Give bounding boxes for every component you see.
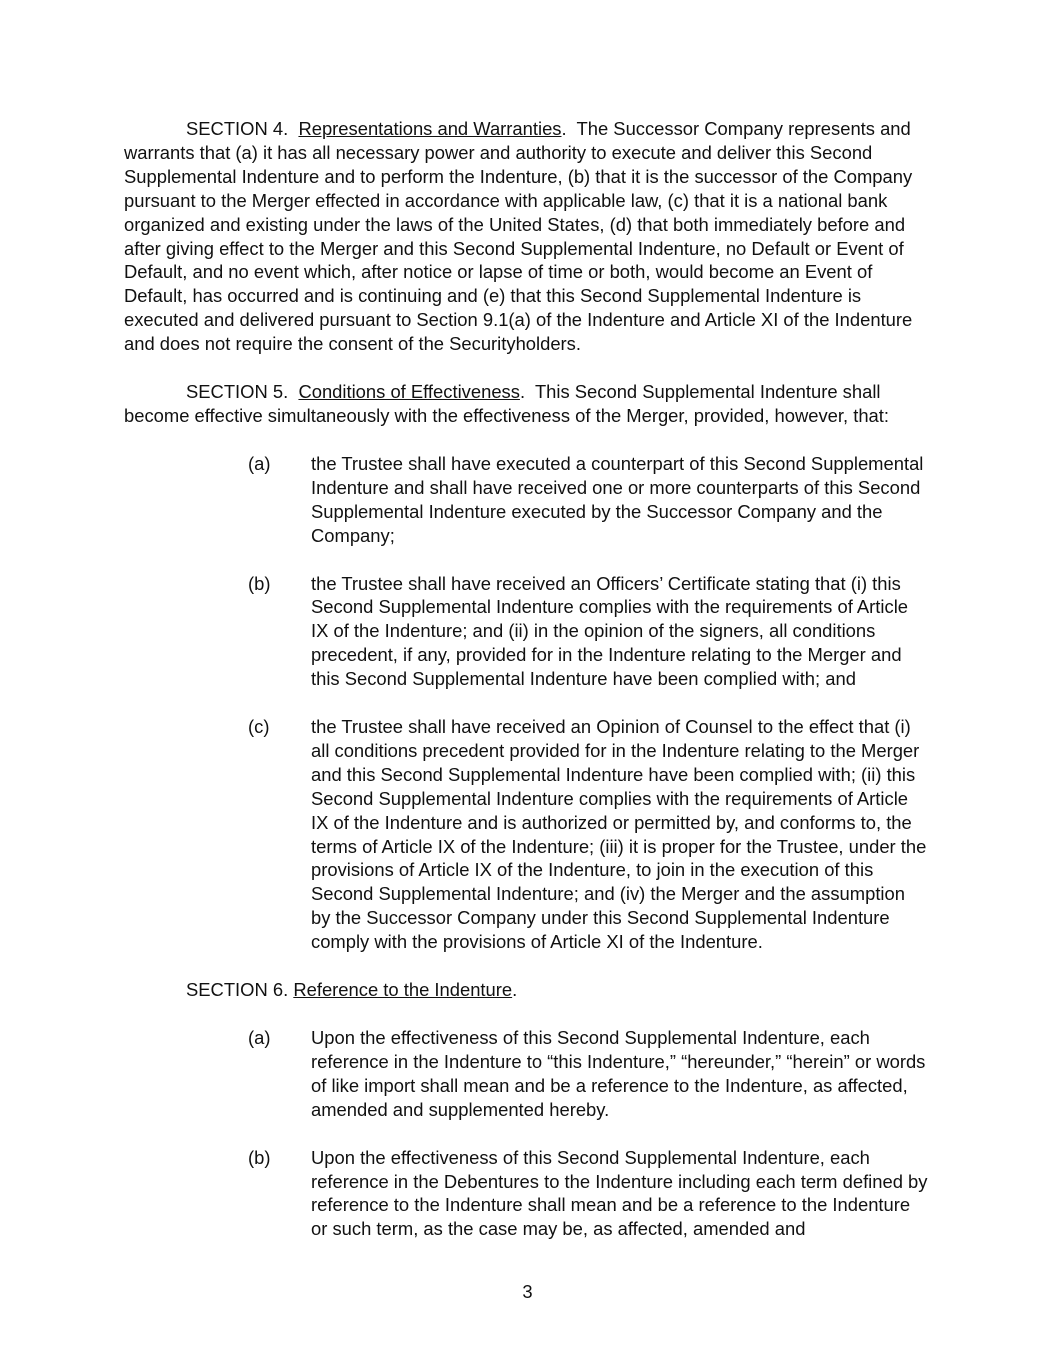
section-6-heading: SECTION 6. Reference to the Indenture.	[186, 979, 518, 1001]
section-5-body: This Second Supplemental Indenture shall become effective simultaneously with the effectiveness of the Merger, provided, however, that:	[124, 381, 889, 426]
section-5-item-b	[248, 572, 928, 692]
section-5-paragraph: SECTION 5. Conditions of Effectiveness. This Second Supplemental Indenture shall become effective simultaneously with the effectiveness of the Merger, provided, however, that:	[124, 381, 889, 426]
item-label: (a)	[248, 1027, 271, 1048]
page-number: 3	[522, 1281, 533, 1302]
section-5-item-c	[248, 715, 928, 954]
section-6-item-b	[248, 1146, 928, 1242]
item-text: the Trustee shall have executed a counterpart of this Second Supplemental Indenture and shall have received one or more counterparts of this Second Supplemental Indenture executed by the Successor Company and the Company;	[311, 452, 924, 546]
item-label: (c)	[248, 716, 270, 738]
section-5-number: SECTION 5.	[186, 381, 289, 403]
item-text: the Trustee shall have received an Opinion of Counsel to the effect that (i) all conditions precedent provided for in the Indenture relating to the Merger and this Second Supplemental Indenture have been complied with; (ii) this Second Supplemental Indenture complies with the requirements of Article IX of the Indenture and is authorized or permitted by, and conforms to, the terms of Article IX of the Indenture; (iii) it is proper for the Trustee, under the provisions of Article IX of the Indenture, to join in the execution of this Second Supplemental Indenture; and (iv) the Merger and the assumption by the Successor Company under this Second Supplemental Indenture comply with the provisions of Article XI of the Indenture.	[311, 716, 927, 953]
item-text: the Trustee shall have received an Officers’ Certificate stating that (i) this Second Supplemental Indenture complies with the requirements of Article IX of the Indenture; and (ii) in the opinion of the signers, all conditions precedent, if any, provided for in the Indenture relating to the Merger and this Second Supplemental Indenture have been complied with; and	[311, 572, 909, 690]
item-text: Upon the effectiveness of this Second Supplemental Indenture, each reference in the Debentures to the Indenture including each term defined by reference to the Indenture shall mean and be a reference to the Indenture or such term, as the case may be, as affected, amended and	[311, 1146, 928, 1240]
section-5-item-a	[248, 452, 928, 548]
section-6-title: Reference to the Indenture	[293, 979, 513, 1001]
item-label: (b)	[248, 1146, 271, 1168]
section-4-title: Representations and Warranties	[298, 118, 562, 139]
document-page	[124, 117, 928, 1241]
section-4-paragraph: SECTION 4. Representations and Warranties. The Successor Company represents and warrants that (a) it has all necessary power and authority to execute and deliver this Second Supplemental Indenture and to perform the Indenture, (b) that it is the successor of the Company pursuant to the Merger effected in accordance with applicable law, (c) that it is a national bank organized and existing under the laws of the United States, (d) that both immediately before and after giving effect to the Merger and this Second Supplemental Indenture, no Default or Event of Default, and no event which, after notice or lapse of time or both, would become an Event of Default, has occurred and is continuing and (e) that this Second Supplemental Indenture is executed and delivered pursuant to Section 9.1(a) of the Indenture and Article XI of the Indenture and does not require the consent of the Securityholders.	[124, 118, 913, 355]
section-6-item-a	[248, 1026, 928, 1122]
item-label: (a)	[248, 452, 271, 474]
section-5-title: Conditions of Effectiveness	[298, 381, 520, 403]
item-text: Upon the effectiveness of this Second Supplemental Indenture, each reference in the Indenture to “this Indenture,” “hereunder,” “herein” or words of like import shall mean and be a reference to the Indenture, as affected, amended and supplemented hereby.	[311, 1027, 926, 1120]
item-label: (b)	[248, 572, 271, 594]
section-6-number: SECTION 6.	[186, 979, 289, 1001]
section-4-number: SECTION 4.	[186, 118, 289, 139]
section-4-body: The Successor Company represents and warrants that (a) it has all necessary power and authority to execute and deliver this Second Supplemental Indenture and to perform the Indenture, (b) that it is the successor of the Company pursuant to the Merger effected in accordance with applicable law, (c) that it is a national bank organized and existing under the laws of the United States, (d) that both immediately before and after giving effect to the Merger and this Second Supplemental Indenture, no Default or Event of Default, and no event which, after notice or lapse of time or both, would become an Event of Default, has occurred and is continuing and (e) that this Second Supplemental Indenture is executed and delivered pursuant to Section 9.1(a) of the Indenture and Article XI of the Indenture and does not require the consent of the Securityholders.	[124, 118, 913, 355]
